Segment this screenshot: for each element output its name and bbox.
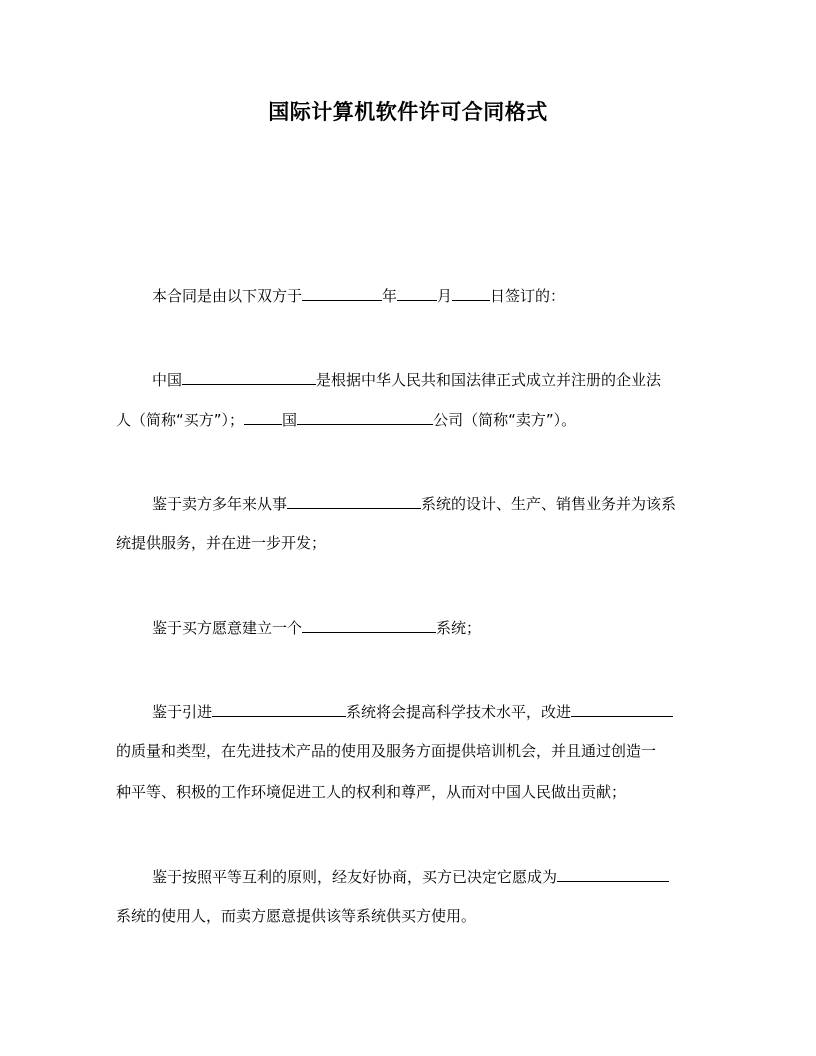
text: 是根据中华人民共和国法律正式成立并注册的企业法 [316,371,662,389]
text: 年 [382,287,398,305]
paragraph-signing-date [116,285,742,306]
paragraph-seller-business-line1 [116,493,742,514]
text: 月 [437,287,453,305]
text: 本合同是由以下双方于 [152,287,303,305]
blank-user-system-field[interactable] [557,866,669,882]
text: 鉴于引进 [152,703,213,721]
paragraph-benefits-line2 [116,741,706,761]
text: 日签订的： [490,287,566,305]
blank-imported-system-field[interactable] [212,701,346,717]
text: 公司（简称“卖方”）。 [433,411,577,429]
paragraph-parties-line2 [116,409,706,430]
blank-seller-name-field[interactable] [297,409,433,425]
paragraph-decision-line2 [116,906,706,926]
blank-month-field[interactable] [397,285,437,301]
text: 系统将会提高科学技术水平，改进 [346,703,572,721]
blank-seller-country-field[interactable] [244,409,282,425]
paragraph-seller-business-line2 [116,533,706,553]
text: 中国 [152,371,183,389]
blank-year-field[interactable] [302,285,382,301]
blank-day-field[interactable] [452,285,490,301]
text: 统提供服务，并在进一步开发； [116,534,327,552]
paragraph-buyer-intent [116,617,742,638]
text: 鉴于按照平等互利的原则，经友好协商，买方已决定它愿成为 [152,868,558,886]
text: 人（简称“买方”）； [116,411,245,429]
document-title: 国际计算机软件许可合同格式 [268,99,548,124]
paragraph-parties-line1 [116,369,742,390]
text: 鉴于卖方多年来从事 [152,495,288,513]
blank-buyer-system-field[interactable] [302,617,436,633]
blank-buyer-name-field[interactable] [182,369,316,385]
paragraph-benefits-line3 [116,782,706,802]
text: 系统的使用人，而卖方愿意提供该等系统供买方使用。 [116,907,477,925]
text: 的质量和类型，在先进技术产品的使用及服务方面提供培训机会，并且通过创造一 [116,742,657,760]
text: 鉴于买方愿意建立一个 [152,619,303,637]
text: 系统的设计、生产、销售业务并为该系 [421,495,677,513]
paragraph-benefits-line1 [116,701,742,722]
paragraph-decision-line1 [116,866,742,887]
text: 系统； [436,619,482,637]
blank-seller-system-field[interactable] [287,493,421,509]
text: 国 [282,411,298,429]
blank-improve-target-field[interactable] [571,701,673,717]
text: 种平等、积极的工作环境促进工人的权利和尊严，从而对中国人民做出贡献； [116,783,627,801]
